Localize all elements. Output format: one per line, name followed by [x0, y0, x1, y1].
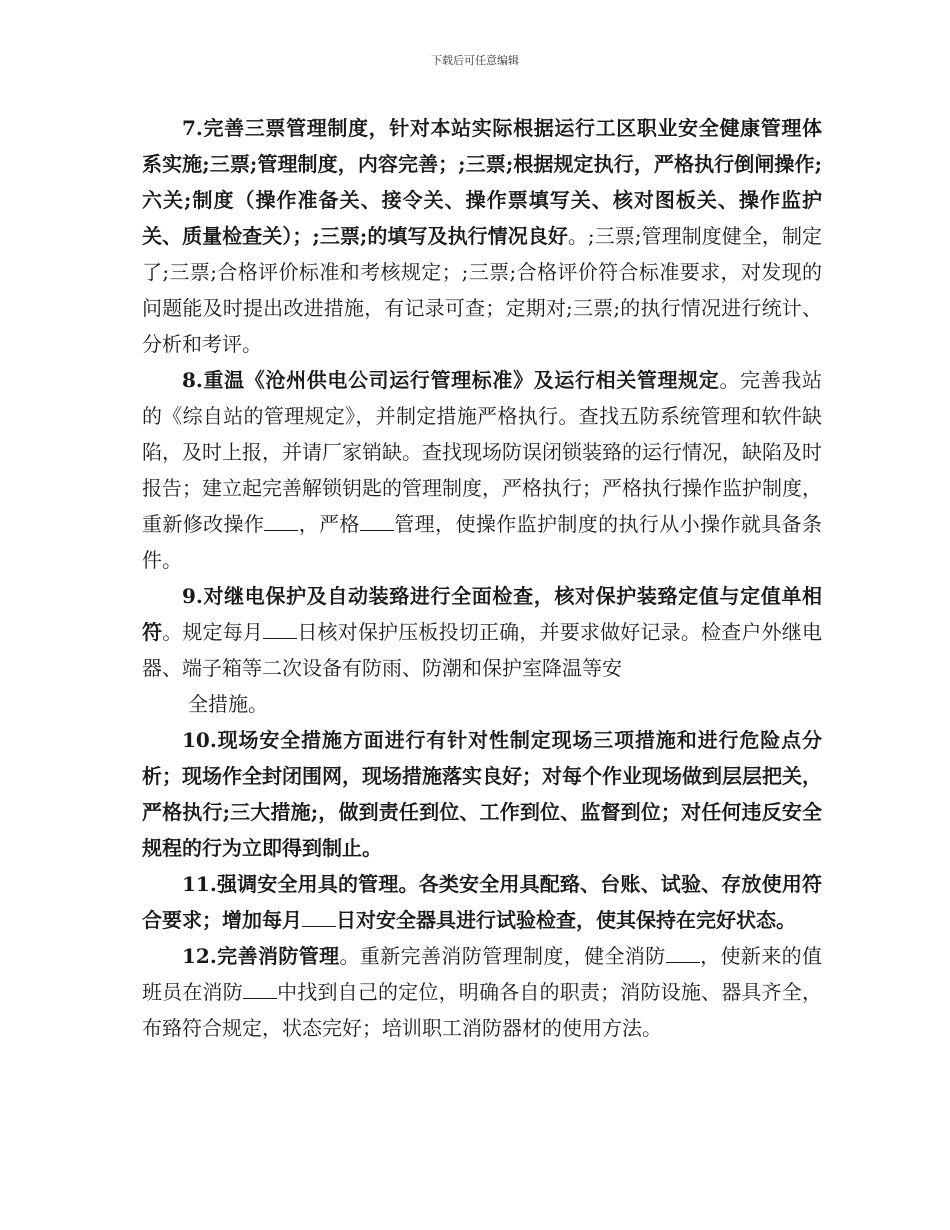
paragraph-11-text-b: 日对安全器具进行试验检查，使其保持在完好状态。 [336, 908, 796, 932]
paragraph-12-text-a: 。重新完善消防管理制度，健全消防 [339, 944, 666, 968]
fill-blank [243, 980, 277, 999]
paragraph-8-heading: 8.重温《沧州供电公司运行管理标准》及运行相关管理规定 [182, 368, 720, 392]
paragraph-7 [142, 110, 822, 362]
paragraph-12 [142, 938, 822, 1046]
paragraph-9-heading: 9.对继电保护及自动装臵进行全面检查，核对保护装臵定值与定值单相符 [142, 584, 822, 644]
paragraph-9 [142, 578, 822, 686]
paragraph-10-heading: 10.现场安全措施方面进行有针对性制定现场三项措施和进行危险点分析；现场作全封闭围网，现场措施落实良好；对每个作业现场做到层层把关，严格执行;三大措施;，做到责任到位、工作到位、监督到位；对任何违反安全规程的行为立即得到制止。 [142, 728, 822, 860]
fill-blank [302, 908, 336, 927]
paragraph-12-text-b: ，使新来的值班员在消防 [142, 944, 823, 1004]
paragraph-9-text-a: 。规定每月 [162, 620, 264, 644]
paragraph-7-text: 。;三票;管理制度健全，制定了;三票;合格评价标准和考核规定；;三票;合格评价符合标准要求，对发现的问题能及时提出改进措施，有记录可查；定期对;三票;的执行情况进行统计、分析和考评。 [142, 224, 823, 356]
fill-blank [264, 512, 298, 531]
paragraph-11-text-a: 11.强调安全用具的管理。各类安全用具配臵、台账、试验、存放使用符合要求；增加每月 [142, 872, 822, 932]
paragraph-8-text-a: 。完善我站的《综自站的管理规定》，并制定措施严格执行。查找五防系统管理和软件缺陷，及时上报，并请厂家销缺。查找现场防误闭锁装臵的运行情况，缺陷及时报告；建立起完善解锁钥匙的管理制度，严格执行；严格执行操作监护制度，重新修改操作 [142, 368, 823, 536]
paragraph-12-heading: 12.完善消防管理 [182, 944, 340, 968]
document-body [142, 110, 822, 1046]
fill-blank [666, 944, 700, 963]
paragraph-9-tail: 全措施。 [188, 692, 268, 716]
page-header: 下载后可任意编辑 [431, 54, 519, 67]
fill-blank [263, 620, 297, 639]
paragraph-8-text-c: 管理，使操作监护制度的执行从小操作就具备条件。 [142, 512, 823, 572]
paragraph-9-text-b: 日核对保护压板投切正确，并要求做好记录。检查户外继电器、端子箱等二次设备有防雨、防潮和保护室降温等安 [142, 620, 822, 680]
paragraph-8 [142, 362, 822, 578]
paragraph-10 [142, 722, 822, 866]
paragraph-7-heading: 7.完善三票管理制度，针对本站实际根据运行工区职业安全健康管理体系实施;三票;管理制度，内容完善；;三票;根据规定执行，严格执行倒闸操作;六关;制度（操作准备关、接令关、操作票填写关、核对图板关、操作监护关、质量检查关）；;三票;的填写及执行情况良好 [142, 116, 822, 248]
fill-blank [360, 512, 394, 531]
paragraph-8-text-b: ，严格 [298, 512, 360, 536]
paragraph-11 [142, 866, 822, 938]
paragraph-12-text-c: 中找到自己的定位，明确各自的职责；消防设施、器具齐全，布臵符合规定，状态完好；培训职工消防器材的使用方法。 [142, 980, 822, 1040]
